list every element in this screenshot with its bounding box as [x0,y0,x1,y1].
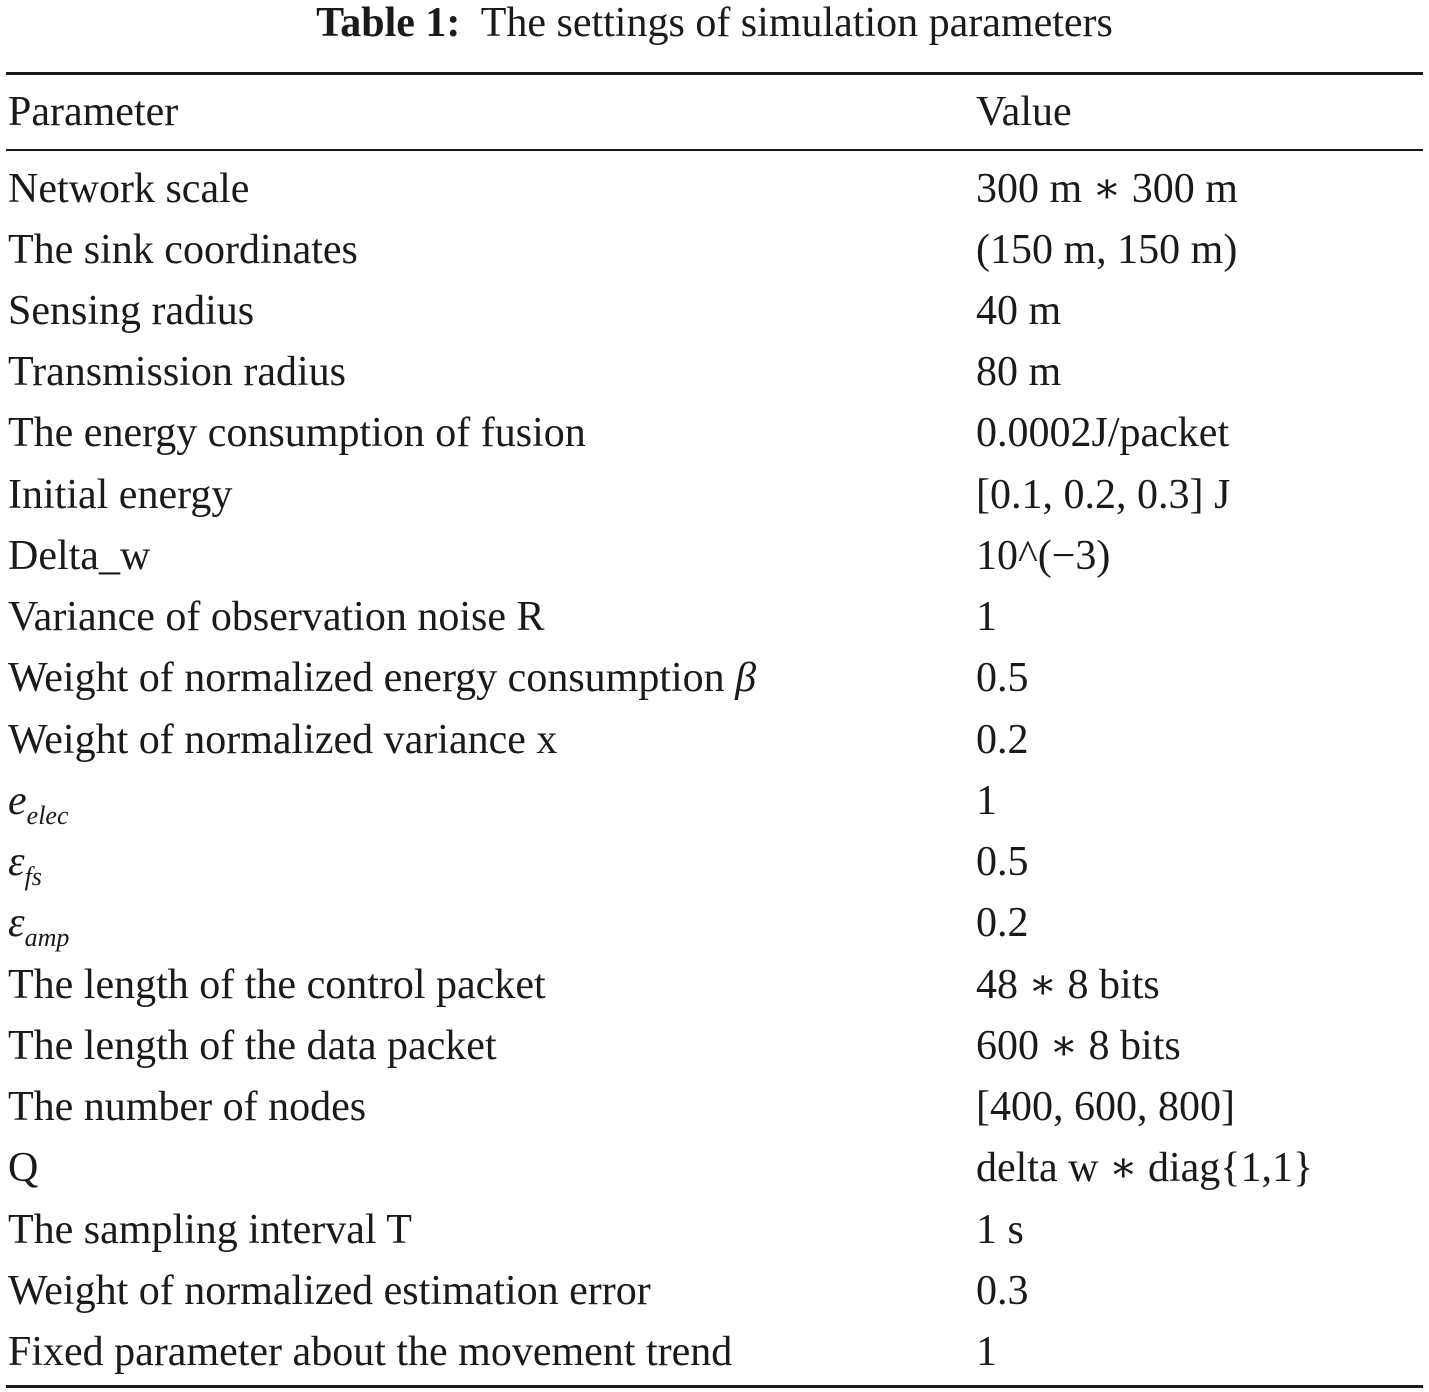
symbol-base: ε [8,900,25,946]
row-parameter: Variance of observation noise R [8,594,545,640]
row-parameter: Weight of normalized estimation error [8,1268,651,1314]
row-parameter: Transmission radius [8,349,346,395]
table-header-row [0,80,1429,144]
symbol-base: ε [8,839,25,885]
table-row [0,1322,1429,1383]
row-parameter-with-symbol [8,648,756,709]
epsilon-fs-symbol [8,832,42,893]
header-value: Value [976,89,1072,135]
row-parameter: The sampling interval T [8,1207,412,1253]
row-value: delta w ∗ diag{1,1} [976,1145,1314,1191]
row-parameter: The length of the data packet [8,1023,497,1069]
row-parameter: Weight of normalized variance x [8,717,558,763]
table-row [0,342,1429,403]
row-parameter: Weight of normalized energy consumption [8,655,725,701]
caption-text: The settings of simulation parameters [480,0,1113,46]
row-value: 0.5 [976,655,1029,701]
row-value: 10^(−3) [976,533,1111,579]
row-value: 600 ∗ 8 bits [976,1023,1181,1069]
caption-label: Table 1: [316,0,461,46]
top-rule [6,72,1423,75]
row-value: 80 m [976,349,1062,395]
row-parameter: The number of nodes [8,1084,367,1130]
table-row [0,771,1429,832]
table-row [0,281,1429,342]
row-value: [400, 600, 800] [976,1084,1235,1130]
table-row [0,465,1429,526]
row-value: 0.2 [976,900,1029,946]
row-value: 40 m [976,288,1062,334]
row-parameter: Initial energy [8,472,233,518]
symbol-base: e [8,778,27,824]
table-caption [0,0,1429,46]
table-row [0,587,1429,648]
row-value: 48 ∗ 8 bits [976,962,1160,1008]
beta-symbol: β [735,655,757,701]
row-value: [0.1, 0.2, 0.3] J [976,472,1231,518]
table-row [0,1016,1429,1077]
header-rule [6,149,1423,151]
row-parameter: Q [8,1145,39,1191]
table-row [0,159,1429,220]
header-parameter: Parameter [8,89,179,135]
row-value: 1 [976,594,997,640]
table-row [0,1261,1429,1322]
epsilon-amp-symbol [8,893,69,954]
table-row [0,1077,1429,1138]
row-value: 1 [976,1329,997,1375]
table-row [0,403,1429,464]
row-parameter: The energy consumption of fusion [8,410,586,456]
row-parameter: Delta_w [8,533,151,579]
row-value: 0.3 [976,1268,1029,1314]
row-parameter: Sensing radius [8,288,255,334]
table-row [0,710,1429,771]
e-elec-symbol [8,771,69,832]
table-row [0,832,1429,893]
row-value: (150 m, 150 m) [976,227,1238,273]
table-row [0,955,1429,1016]
row-parameter: The length of the control packet [8,962,546,1008]
row-parameter: The sink coordinates [8,227,358,273]
row-value: 300 m ∗ 300 m [976,166,1238,212]
row-parameter: Fixed parameter about the movement trend [8,1329,733,1375]
table-row [0,526,1429,587]
table-row [0,1200,1429,1261]
row-value: 0.5 [976,839,1029,885]
table-row [0,648,1429,709]
table-row [0,1138,1429,1199]
row-value: 1 [976,778,997,824]
table-row [0,893,1429,954]
row-value: 0.0002J/packet [976,410,1230,456]
symbol-subscript: amp [24,923,70,952]
row-value: 0.2 [976,717,1029,763]
row-parameter: Network scale [8,166,250,212]
bottom-rule [6,1385,1423,1388]
row-value: 1 s [976,1207,1024,1253]
symbol-subscript: fs [24,862,42,891]
symbol-subscript: elec [26,801,69,830]
table-row [0,220,1429,281]
